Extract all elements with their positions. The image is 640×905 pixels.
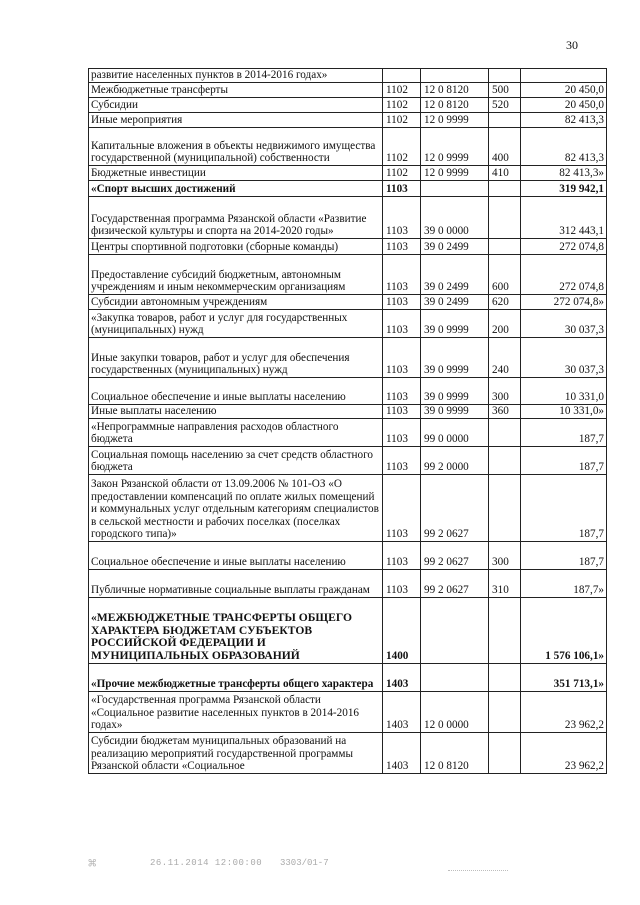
row-amount-cell xyxy=(521,69,607,83)
row-name-cell: Субсидии xyxy=(89,98,383,113)
row-target-cell: 12 0 9999 xyxy=(421,166,489,181)
row-amount-cell: 82 413,3 xyxy=(521,128,607,166)
row-type-cell: 500 xyxy=(489,83,521,98)
row-section-cell: 1103 xyxy=(383,419,421,447)
row-type-cell: 400 xyxy=(489,128,521,166)
row-section-cell: 1103 xyxy=(383,378,421,405)
row-amount-cell: 10 331,0 xyxy=(521,378,607,405)
row-name-cell: Социальная помощь населению за счет средств областного бюджета xyxy=(89,447,383,475)
row-target-cell xyxy=(421,181,489,197)
row-section-cell: 1103 xyxy=(383,338,421,378)
table-row xyxy=(89,239,607,255)
row-amount-cell: 1 576 106,1» xyxy=(521,598,607,664)
row-type-cell xyxy=(489,692,521,733)
row-target-cell: 99 2 0627 xyxy=(421,475,489,542)
signature-mark xyxy=(448,860,508,871)
row-type-cell: 200 xyxy=(489,310,521,338)
row-target-cell: 12 0 8120 xyxy=(421,98,489,113)
row-type-cell xyxy=(489,197,521,239)
row-section-cell: 1403 xyxy=(383,692,421,733)
row-name-cell: развитие населенных пунктов в 2014-2016 годах» xyxy=(89,69,383,83)
row-name-cell: «Закупка товаров, работ и услуг для государственных (муниципальных) нужд xyxy=(89,310,383,338)
row-target-cell: 39 0 2499 xyxy=(421,239,489,255)
row-amount-cell: 319 942,1 xyxy=(521,181,607,197)
row-amount-cell: 20 450,0 xyxy=(521,83,607,98)
row-type-cell: 410 xyxy=(489,166,521,181)
row-amount-cell: 351 713,1» xyxy=(521,664,607,692)
budget-table-body xyxy=(89,69,607,774)
row-section-cell: 1103 xyxy=(383,570,421,598)
table-row xyxy=(89,69,607,83)
row-name-cell: Иные выплаты населению xyxy=(89,405,383,419)
row-target-cell: 12 0 8120 xyxy=(421,83,489,98)
row-type-cell: 620 xyxy=(489,295,521,310)
table-row xyxy=(89,338,607,378)
table-row xyxy=(89,692,607,733)
row-target-cell: 12 0 0000 xyxy=(421,692,489,733)
row-amount-cell: 10 331,0» xyxy=(521,405,607,419)
row-name-cell: «МЕЖБЮДЖЕТНЫЕ ТРАНСФЕРТЫ ОБЩЕГО ХАРАКТЕРА БЮДЖЕТАМ СУБЪЕКТОВ РОССИЙСКОЙ ФЕДЕРАЦИИ И МУНИЦИПАЛЬНЫХ ОБРАЗОВАНИЙ xyxy=(89,598,383,664)
row-section-cell: 1103 xyxy=(383,255,421,295)
row-target-cell: 99 0 0000 xyxy=(421,419,489,447)
row-name-cell: Социальное обеспечение и иные выплаты населению xyxy=(89,378,383,405)
row-amount-cell: 187,7» xyxy=(521,570,607,598)
row-name-cell: Бюджетные инвестиции xyxy=(89,166,383,181)
row-name-cell: Предоставление субсидий бюджетным, автономным учреждениям и иным некоммерческим организациям xyxy=(89,255,383,295)
table-row xyxy=(89,419,607,447)
row-target-cell: 99 2 0627 xyxy=(421,542,489,570)
row-amount-cell: 187,7 xyxy=(521,475,607,542)
row-amount-cell: 272 074,8 xyxy=(521,255,607,295)
row-section-cell: 1103 xyxy=(383,197,421,239)
row-section-cell: 1102 xyxy=(383,128,421,166)
row-section-cell: 1103 xyxy=(383,239,421,255)
row-amount-cell: 82 413,3 xyxy=(521,113,607,128)
table-row xyxy=(89,255,607,295)
row-name-cell: Иные мероприятия xyxy=(89,113,383,128)
row-amount-cell: 20 450,0 xyxy=(521,98,607,113)
row-type-cell xyxy=(489,69,521,83)
row-name-cell: «Непрограммные направления расходов областного бюджета xyxy=(89,419,383,447)
row-target-cell xyxy=(421,598,489,664)
row-type-cell xyxy=(489,447,521,475)
row-section-cell: 1403 xyxy=(383,733,421,774)
table-row xyxy=(89,447,607,475)
row-amount-cell: 187,7 xyxy=(521,542,607,570)
budget-table xyxy=(88,68,607,774)
row-amount-cell: 23 962,2 xyxy=(521,733,607,774)
row-name-cell: «Прочие межбюджетные трансферты общего характера xyxy=(89,664,383,692)
row-name-cell: Публичные нормативные социальные выплаты гражданам xyxy=(89,570,383,598)
table-row xyxy=(89,295,607,310)
row-name-cell: Субсидии бюджетам муниципальных образований на реализацию мероприятий государственной программы Рязанской области «Социальное xyxy=(89,733,383,774)
row-name-cell: Государственная программа Рязанской области «Развитие физической культуры и спорта на 2014-2020 годы» xyxy=(89,197,383,239)
row-section-cell: 1103 xyxy=(383,310,421,338)
row-section-cell: 1102 xyxy=(383,98,421,113)
row-section-cell: 1103 xyxy=(383,542,421,570)
row-target-cell xyxy=(421,664,489,692)
row-type-cell: 360 xyxy=(489,405,521,419)
row-type-cell xyxy=(489,113,521,128)
row-amount-cell: 312 443,1 xyxy=(521,197,607,239)
row-type-cell: 300 xyxy=(489,542,521,570)
table-row xyxy=(89,113,607,128)
row-target-cell: 12 0 8120 xyxy=(421,733,489,774)
row-type-cell xyxy=(489,733,521,774)
row-name-cell: Социальное обеспечение и иные выплаты населению xyxy=(89,542,383,570)
row-section-cell: 1102 xyxy=(383,83,421,98)
table-row xyxy=(89,733,607,774)
row-section-cell: 1102 xyxy=(383,113,421,128)
row-section-cell: 1103 xyxy=(383,181,421,197)
row-name-cell: Закон Рязанской области от 13.09.2006 № 101-ОЗ «О предоставлении компенсаций по оплате жилых помещений и коммунальных услуг отдельным категориям специалистов в сельской местности и рабочих поселках (поселках городского типа)» xyxy=(89,475,383,542)
page-number: 30 xyxy=(566,38,578,52)
table-row xyxy=(89,83,607,98)
row-section-cell: 1103 xyxy=(383,405,421,419)
table-row xyxy=(89,310,607,338)
row-type-cell xyxy=(489,181,521,197)
row-type-cell: 310 xyxy=(489,570,521,598)
row-type-cell: 520 xyxy=(489,98,521,113)
row-target-cell: 39 0 2499 xyxy=(421,295,489,310)
row-section-cell: 1400 xyxy=(383,598,421,664)
row-amount-cell: 82 413,3» xyxy=(521,166,607,181)
row-amount-cell: 272 074,8 xyxy=(521,239,607,255)
row-name-cell: Центры спортивной подготовки (сборные команды) xyxy=(89,239,383,255)
row-amount-cell: 30 037,3 xyxy=(521,338,607,378)
table-row xyxy=(89,181,607,197)
row-target-cell: 99 2 0627 xyxy=(421,570,489,598)
table-row xyxy=(89,598,607,664)
footer-document-code: 3303/01-7 xyxy=(280,858,329,868)
table-row xyxy=(89,475,607,542)
table-row xyxy=(89,570,607,598)
row-target-cell: 12 0 9999 xyxy=(421,113,489,128)
row-target-cell: 99 2 0000 xyxy=(421,447,489,475)
row-section-cell xyxy=(383,69,421,83)
row-amount-cell: 187,7 xyxy=(521,419,607,447)
table-row xyxy=(89,664,607,692)
table-row xyxy=(89,128,607,166)
table-row xyxy=(89,197,607,239)
row-amount-cell: 187,7 xyxy=(521,447,607,475)
row-name-cell: Межбюджетные трансферты xyxy=(89,83,383,98)
row-target-cell xyxy=(421,69,489,83)
row-type-cell: 300 xyxy=(489,378,521,405)
row-type-cell xyxy=(489,664,521,692)
row-type-cell xyxy=(489,475,521,542)
row-name-cell: Иные закупки товаров, работ и услуг для обеспечения государственных (муниципальных) нужд xyxy=(89,338,383,378)
page-footer xyxy=(88,856,606,874)
table-row xyxy=(89,378,607,405)
row-target-cell: 39 0 9999 xyxy=(421,310,489,338)
table-row xyxy=(89,405,607,419)
row-section-cell: 1103 xyxy=(383,447,421,475)
table-row xyxy=(89,542,607,570)
footer-timestamp: 26.11.2014 12:00:00 xyxy=(150,858,263,868)
row-section-cell: 1103 xyxy=(383,475,421,542)
row-type-cell: 240 xyxy=(489,338,521,378)
row-section-cell: 1403 xyxy=(383,664,421,692)
row-name-cell: «Спорт высших достижений xyxy=(89,181,383,197)
row-amount-cell: 272 074,8» xyxy=(521,295,607,310)
table-row xyxy=(89,166,607,181)
row-target-cell: 39 0 9999 xyxy=(421,378,489,405)
row-name-cell: «Государственная программа Рязанской области «Социальное развитие населенных пунктов в 2014-2016 годах» xyxy=(89,692,383,733)
row-target-cell: 39 0 9999 xyxy=(421,338,489,378)
row-target-cell: 39 0 0000 xyxy=(421,197,489,239)
row-target-cell: 39 0 2499 xyxy=(421,255,489,295)
row-section-cell: 1103 xyxy=(383,295,421,310)
row-amount-cell: 23 962,2 xyxy=(521,692,607,733)
row-name-cell: Капитальные вложения в объекты недвижимого имущества государственной (муниципальной) собственности xyxy=(89,128,383,166)
row-target-cell: 12 0 9999 xyxy=(421,128,489,166)
row-type-cell: 600 xyxy=(489,255,521,295)
row-type-cell xyxy=(489,419,521,447)
row-target-cell: 39 0 9999 xyxy=(421,405,489,419)
row-amount-cell: 30 037,3 xyxy=(521,310,607,338)
row-name-cell: Субсидии автономным учреждениям xyxy=(89,295,383,310)
row-type-cell xyxy=(489,598,521,664)
table-row xyxy=(89,98,607,113)
row-type-cell xyxy=(489,239,521,255)
stamp-mark-icon: ⌘ xyxy=(88,857,97,873)
row-section-cell: 1102 xyxy=(383,166,421,181)
